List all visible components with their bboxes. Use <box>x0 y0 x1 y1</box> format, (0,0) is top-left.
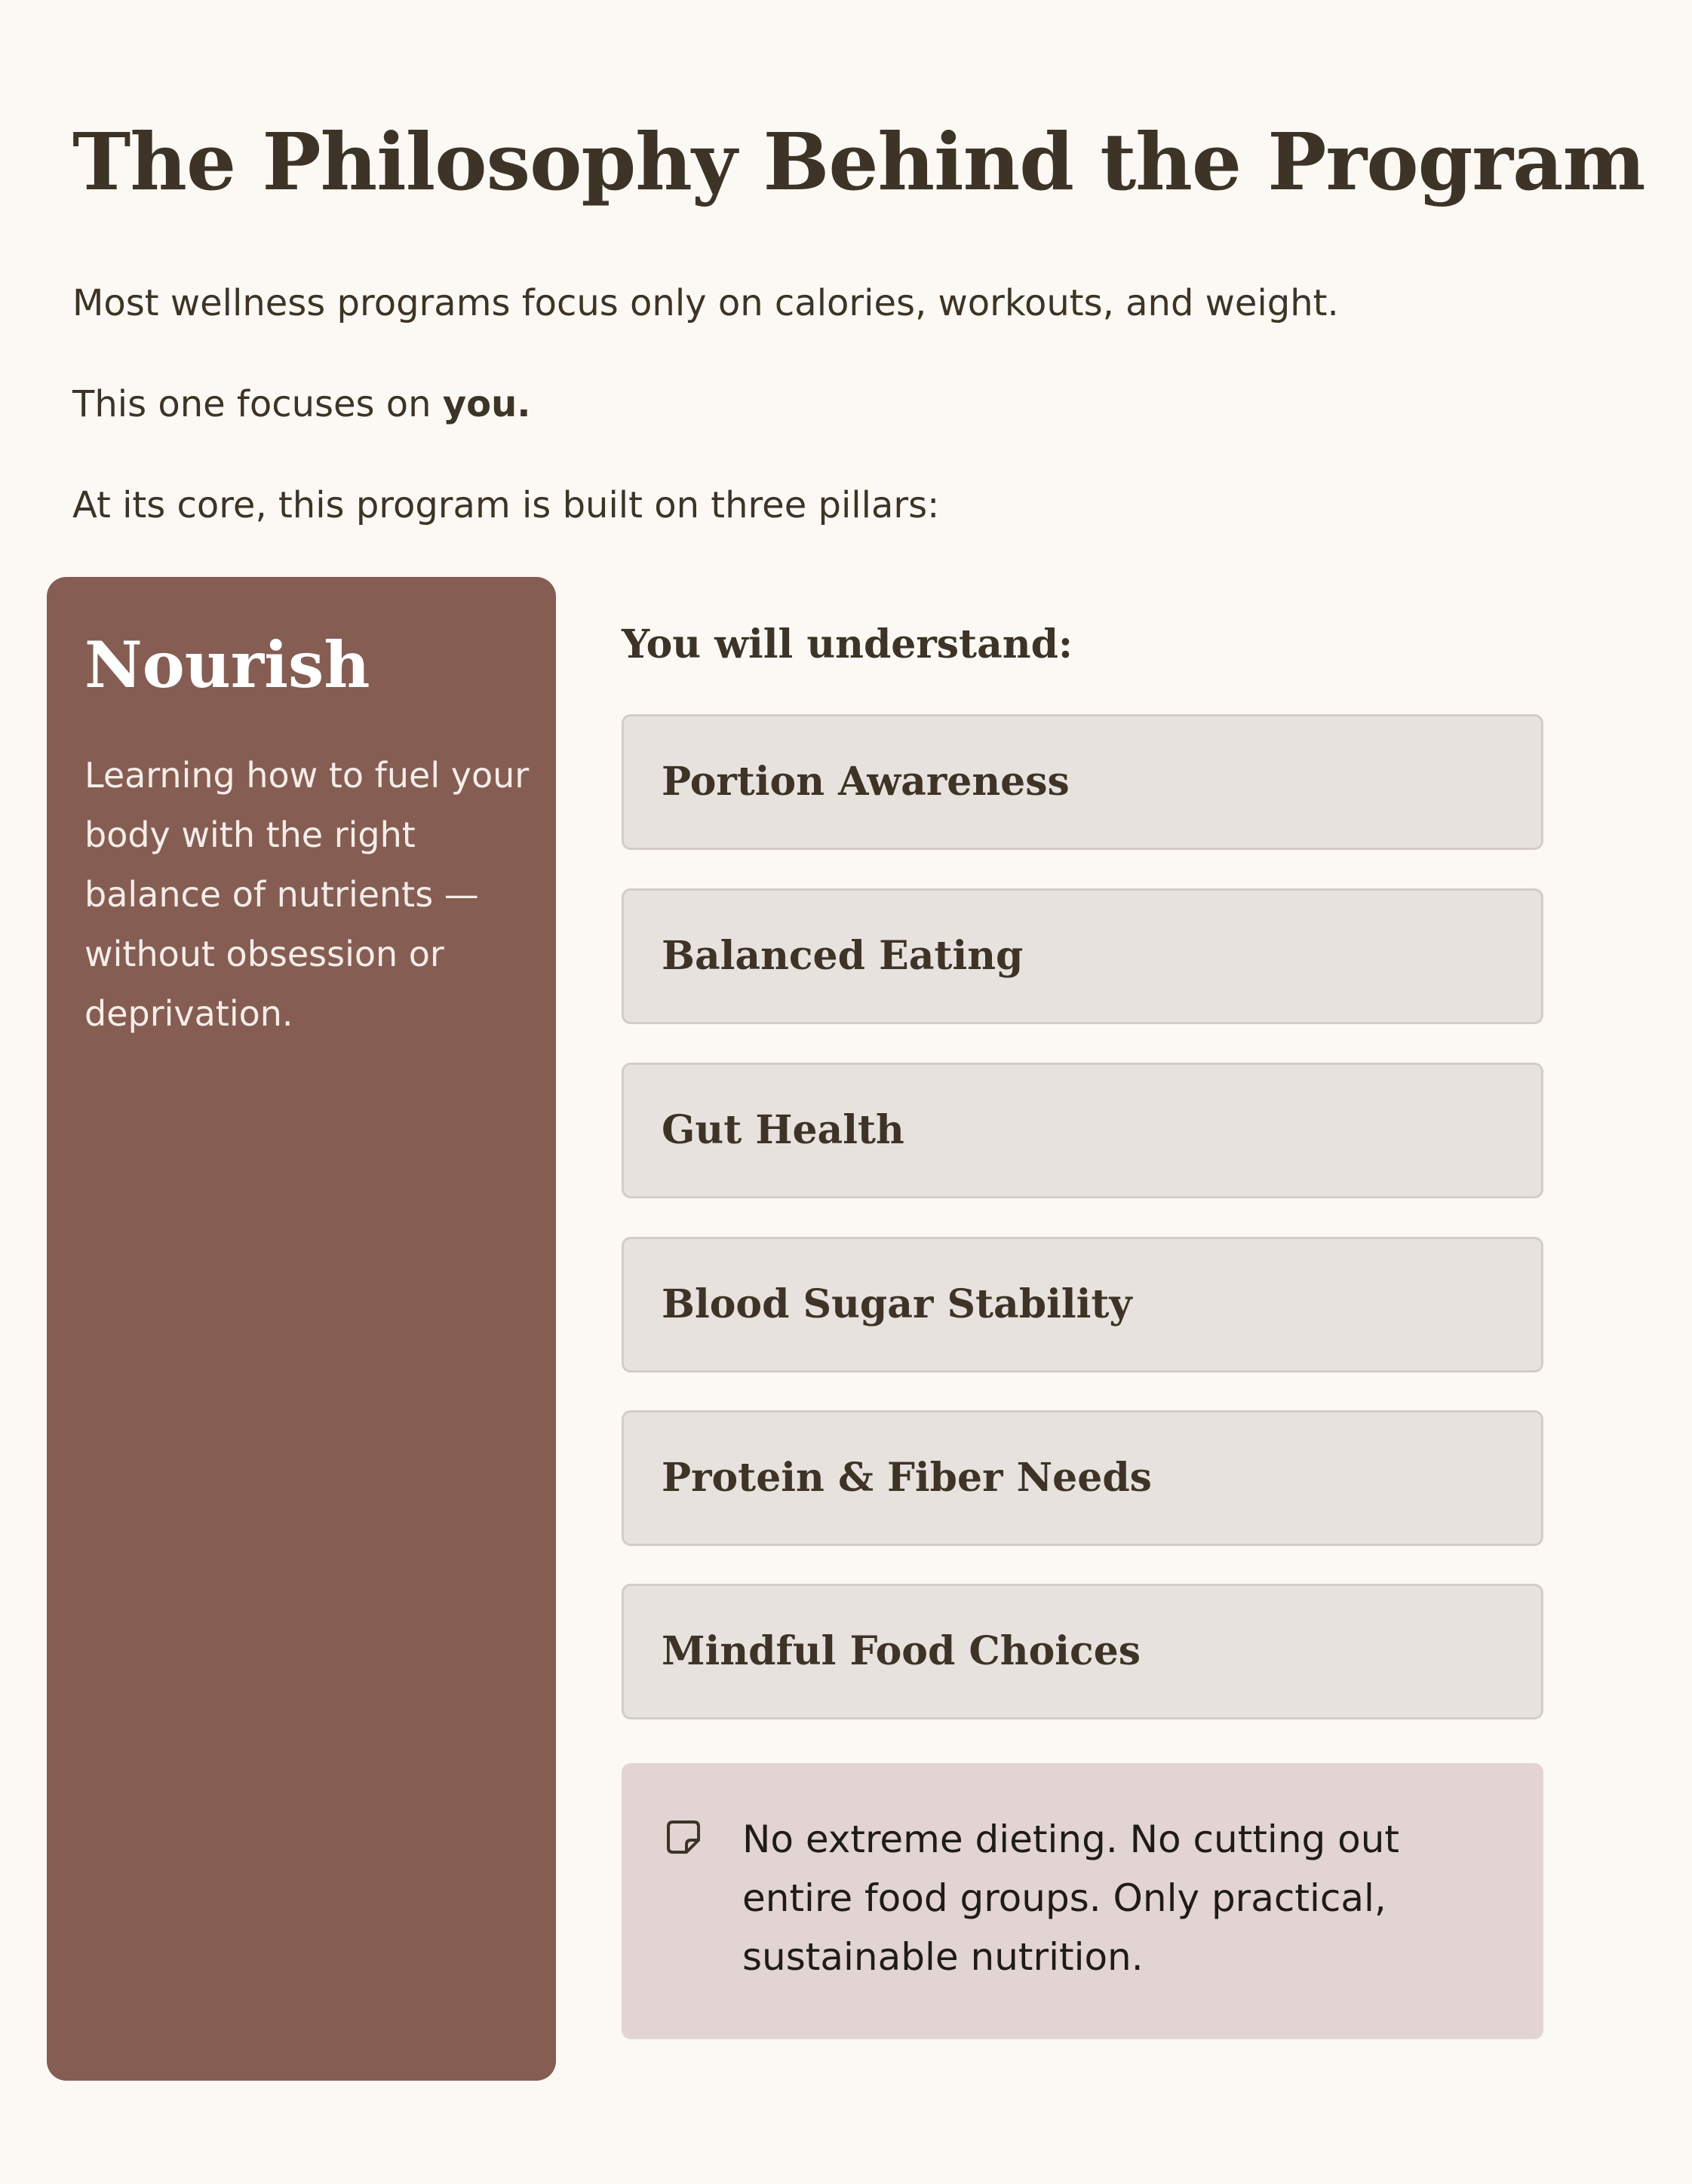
intro-line-2-text: This one focuses on <box>72 383 443 425</box>
pillar-title: Nourish <box>84 627 370 702</box>
topic-label-portion-awareness: Portion Awareness <box>662 759 1070 805</box>
intro-line-2-emphasis: you. <box>442 383 531 425</box>
intro-line-1: Most wellness programs focus only on calories, workouts, and weight. <box>72 282 1339 324</box>
topic-label-mindful-food-choices: Mindful Food Choices <box>662 1628 1141 1674</box>
intro-line-2 <box>72 380 531 428</box>
sticky-note-icon <box>665 1819 702 1855</box>
topic-label-blood-sugar-stability: Blood Sugar Stability <box>662 1281 1132 1327</box>
understand-heading: You will understand: <box>622 621 1073 667</box>
topic-item <box>622 1584 1543 1719</box>
page-title: The Philosophy Behind the Program <box>72 115 1645 208</box>
topic-item <box>622 1063 1543 1198</box>
topic-label-gut-health: Gut Health <box>662 1107 904 1153</box>
pillar-description: Learning how to fuel your body with the right balance of nutrients — without obsession or deprivation. <box>84 755 530 1034</box>
topic-item <box>622 1237 1543 1373</box>
topic-item <box>622 888 1543 1024</box>
intro-line-3: At its core, this program is built on three pillars: <box>72 484 940 526</box>
topic-label-balanced-eating: Balanced Eating <box>662 933 1024 979</box>
pillar-card-nourish <box>47 577 556 2081</box>
topic-item <box>622 714 1543 850</box>
topic-item <box>622 1410 1543 1546</box>
nutrition-note-callout <box>622 1763 1543 2039</box>
topic-label-protein-fiber-needs: Protein & Fiber Needs <box>662 1455 1152 1501</box>
note-text: No extreme dieting. No cutting out entire food groups. Only practical, sustainable nutrition. <box>742 1817 1400 1979</box>
